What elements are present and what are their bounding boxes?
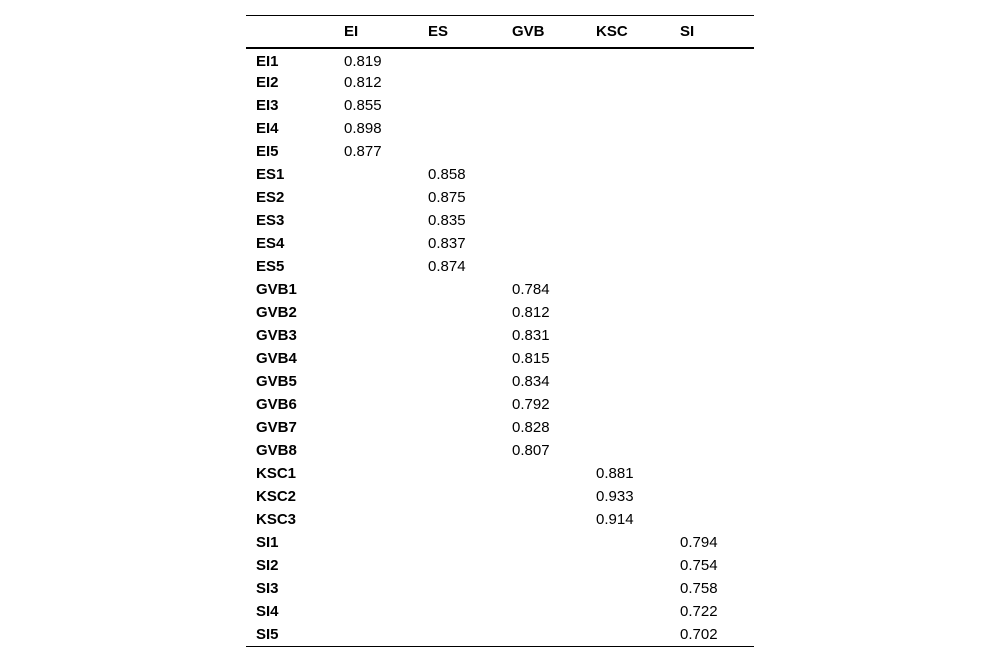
loading-cell: 0.815 (512, 350, 550, 367)
loading-cell: 0.754 (680, 557, 718, 574)
loading-cell: 0.722 (680, 603, 718, 620)
row-label: KSC2 (256, 488, 297, 505)
loading-cell (334, 508, 418, 531)
loading-cell (586, 209, 670, 232)
loading-cell (418, 117, 502, 140)
loading-cell (670, 140, 754, 163)
loading-cell: 0.933 (596, 488, 634, 505)
loading-cell (418, 48, 502, 71)
loading-cell (586, 416, 670, 439)
loading-cell (418, 324, 502, 347)
loading-cell (502, 623, 586, 646)
header-row (246, 16, 754, 49)
table-row (246, 577, 754, 600)
row-label: GVB5 (256, 373, 297, 390)
row-label: ES5 (256, 258, 285, 275)
loading-cell (502, 71, 586, 94)
loading-cell: 0.874 (428, 258, 466, 275)
table-row (246, 462, 754, 485)
row-label: ES1 (256, 166, 285, 183)
loading-cell (586, 554, 670, 577)
loading-cell (334, 416, 418, 439)
loading-cell (334, 347, 418, 370)
loading-cell (334, 623, 418, 646)
loading-cell (586, 255, 670, 278)
row-label: GVB3 (256, 327, 297, 344)
loading-cell (670, 48, 754, 71)
loading-cell (334, 462, 418, 485)
loading-cell: 0.807 (512, 442, 550, 459)
loading-cell (502, 554, 586, 577)
loading-cell (502, 531, 586, 554)
header-cell-gvb: GVB (512, 23, 545, 40)
table-row (246, 600, 754, 623)
table-row (246, 531, 754, 554)
loading-cell (334, 577, 418, 600)
loading-cell (418, 347, 502, 370)
loading-cell (334, 531, 418, 554)
loading-cell: 0.812 (344, 74, 382, 91)
table-row (246, 163, 754, 186)
table-row (246, 301, 754, 324)
loading-cell (418, 623, 502, 646)
loading-cell (586, 117, 670, 140)
loading-cell (418, 439, 502, 462)
table-row (246, 347, 754, 370)
loading-cell (502, 232, 586, 255)
loading-cell (586, 531, 670, 554)
loading-cell (418, 301, 502, 324)
loading-cell (670, 347, 754, 370)
loading-cell (586, 301, 670, 324)
loading-cell (670, 485, 754, 508)
loading-cell (334, 485, 418, 508)
table-row (246, 393, 754, 416)
loading-cell (334, 163, 418, 186)
table-row (246, 416, 754, 439)
loading-cell: 0.855 (344, 97, 382, 114)
loading-cell (502, 117, 586, 140)
loading-cell (418, 531, 502, 554)
row-label: EI3 (256, 97, 279, 114)
loading-cell: 0.898 (344, 120, 382, 137)
loading-cell (334, 278, 418, 301)
loading-cell: 0.828 (512, 419, 550, 436)
loading-cell (586, 140, 670, 163)
loading-cell (670, 416, 754, 439)
loading-cell (586, 278, 670, 301)
loading-cell: 0.858 (428, 166, 466, 183)
row-label: ES3 (256, 212, 285, 229)
loading-cell: 0.758 (680, 580, 718, 597)
loading-cell (334, 301, 418, 324)
row-label: KSC3 (256, 511, 297, 528)
loading-cell: 0.831 (512, 327, 550, 344)
header-cell-es: ES (428, 23, 449, 40)
loading-cell (670, 462, 754, 485)
loading-cell (334, 393, 418, 416)
loading-cell (670, 232, 754, 255)
loading-cell (586, 600, 670, 623)
row-label: ES4 (256, 235, 285, 252)
header-cell-empty (246, 16, 334, 49)
header-cell-ei: EI (344, 23, 359, 40)
loading-cell (418, 370, 502, 393)
row-label: GVB1 (256, 281, 297, 298)
loading-cell (502, 577, 586, 600)
loading-cell: 0.794 (680, 534, 718, 551)
table-row (246, 278, 754, 301)
loading-cell (586, 48, 670, 71)
loading-cell (502, 462, 586, 485)
loading-cell (418, 71, 502, 94)
table-row (246, 255, 754, 278)
loading-cell: 0.837 (428, 235, 466, 252)
header-cell-ksc: KSC (596, 23, 628, 40)
row-label: GVB8 (256, 442, 297, 459)
loadings-table (246, 15, 754, 647)
loading-cell: 0.819 (344, 52, 382, 70)
loading-cell (418, 278, 502, 301)
table-row (246, 623, 754, 646)
row-label: GVB4 (256, 350, 297, 367)
loading-cell (334, 324, 418, 347)
loading-cell (418, 140, 502, 163)
loading-cell (586, 623, 670, 646)
table-row (246, 439, 754, 462)
table-header (246, 16, 754, 49)
row-label: GVB2 (256, 304, 297, 321)
loading-cell (670, 439, 754, 462)
loading-cell (586, 71, 670, 94)
header-cell-si: SI (680, 23, 695, 40)
loading-cell: 0.702 (680, 625, 718, 643)
loading-cell (670, 71, 754, 94)
loading-cell (586, 232, 670, 255)
table-row (246, 186, 754, 209)
loading-cell (502, 209, 586, 232)
row-label: SI5 (256, 625, 279, 643)
loading-cell (334, 370, 418, 393)
loading-cell (334, 186, 418, 209)
loading-cell (418, 485, 502, 508)
loading-cell (670, 186, 754, 209)
table-row (246, 485, 754, 508)
table-row (246, 324, 754, 347)
loading-cell (502, 140, 586, 163)
row-label: SI4 (256, 603, 279, 620)
loading-cell (502, 485, 586, 508)
loading-cell: 0.784 (512, 281, 550, 298)
row-label: SI2 (256, 557, 279, 574)
loading-cell (418, 393, 502, 416)
table-row (246, 232, 754, 255)
loading-cell (418, 416, 502, 439)
table-row (246, 117, 754, 140)
row-label: EI1 (256, 52, 279, 70)
loading-cell (670, 370, 754, 393)
table-row (246, 71, 754, 94)
loadings-table-container (246, 15, 754, 647)
loading-cell (586, 439, 670, 462)
loading-cell: 0.792 (512, 396, 550, 413)
loading-cell (670, 324, 754, 347)
loading-cell (586, 324, 670, 347)
loading-cell (418, 554, 502, 577)
loading-cell (418, 600, 502, 623)
loading-cell (670, 209, 754, 232)
loading-cell (418, 462, 502, 485)
loading-cell (670, 255, 754, 278)
loading-cell: 0.835 (428, 212, 466, 229)
loading-cell (670, 301, 754, 324)
loading-cell (418, 577, 502, 600)
loading-cell (586, 163, 670, 186)
row-label: ES2 (256, 189, 285, 206)
loading-cell: 0.914 (596, 511, 634, 528)
loading-cell: 0.812 (512, 304, 550, 321)
loading-cell (586, 370, 670, 393)
loading-cell (586, 393, 670, 416)
loading-cell (334, 439, 418, 462)
loading-cell (334, 554, 418, 577)
table-row (246, 508, 754, 531)
loading-cell (670, 117, 754, 140)
table-row (246, 209, 754, 232)
row-label: EI2 (256, 74, 279, 91)
loading-cell: 0.877 (344, 143, 382, 160)
loading-cell (502, 48, 586, 71)
loading-cell (418, 94, 502, 117)
loading-cell (502, 186, 586, 209)
loading-cell: 0.834 (512, 373, 550, 390)
loading-cell (586, 186, 670, 209)
loading-cell (670, 163, 754, 186)
row-label: GVB6 (256, 396, 297, 413)
loading-cell (334, 209, 418, 232)
table-row (246, 140, 754, 163)
table-row (246, 370, 754, 393)
loading-cell (418, 508, 502, 531)
loading-cell (334, 600, 418, 623)
loading-cell (586, 347, 670, 370)
loading-cell (502, 255, 586, 278)
loading-cell (502, 163, 586, 186)
loading-cell (586, 94, 670, 117)
row-label: KSC1 (256, 465, 297, 482)
loading-cell (670, 393, 754, 416)
table-row (246, 94, 754, 117)
loading-cell (334, 255, 418, 278)
row-label: EI4 (256, 120, 279, 137)
loading-cell (502, 600, 586, 623)
loading-cell (334, 232, 418, 255)
loading-cell (670, 508, 754, 531)
row-label: GVB7 (256, 419, 297, 436)
loading-cell: 0.881 (596, 465, 634, 482)
loading-cell (502, 94, 586, 117)
row-label: EI5 (256, 143, 279, 160)
loading-cell (670, 94, 754, 117)
loading-cell (502, 508, 586, 531)
loading-cell (586, 577, 670, 600)
table-row (246, 554, 754, 577)
loading-cell (670, 278, 754, 301)
loading-cell: 0.875 (428, 189, 466, 206)
row-label: SI1 (256, 534, 279, 551)
row-label: SI3 (256, 580, 279, 597)
table-row (246, 48, 754, 71)
table-body (246, 48, 754, 646)
